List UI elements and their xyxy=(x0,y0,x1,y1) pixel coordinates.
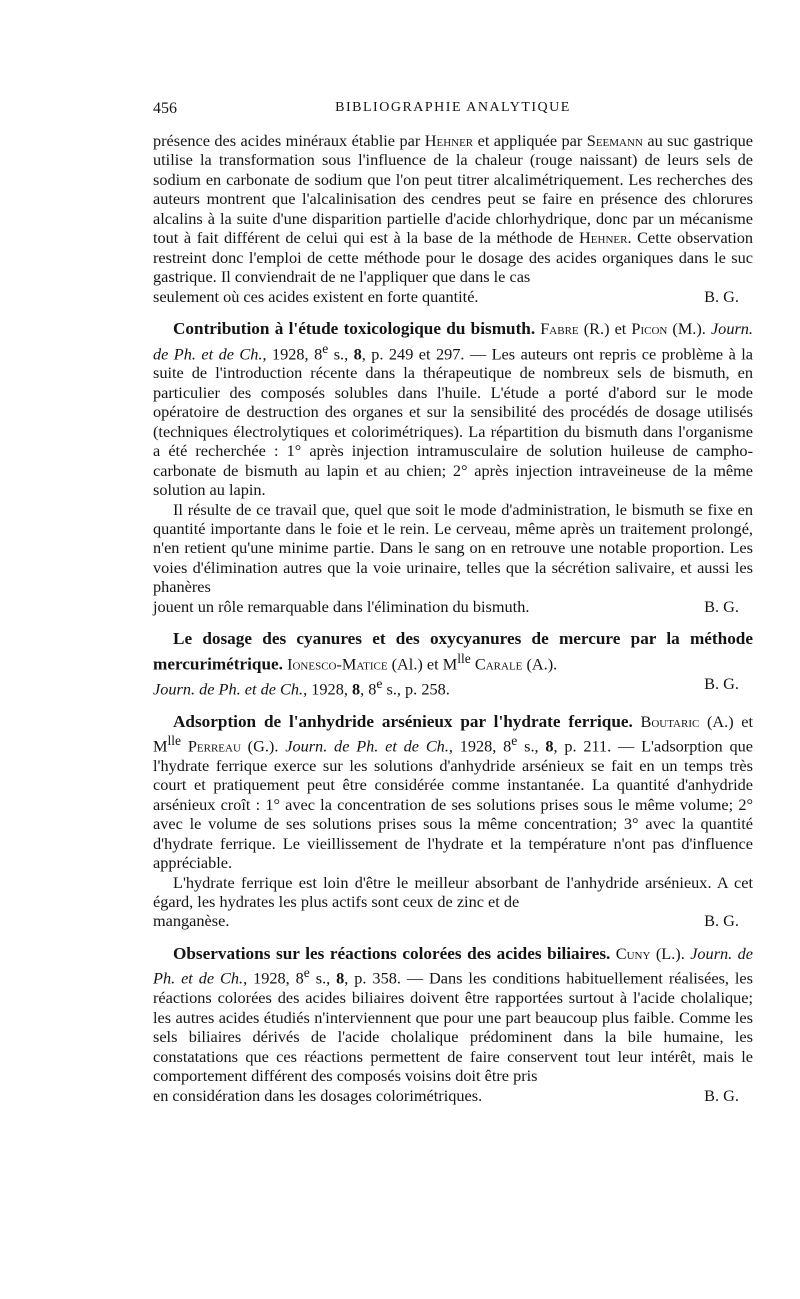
signature: B. G. xyxy=(704,596,739,616)
article-closing-line: Journ. de Ph. et de Ch., 1928, 8, 8e s., p. 258. B. G. xyxy=(153,673,739,699)
page-body xyxy=(153,131,753,1105)
journal-name: Journ. de Ph. et de Ch. xyxy=(153,679,304,699)
author-name: Ionesco-Matice xyxy=(287,654,388,674)
article-paragraph: Adsorption de l'anhydride arsénieux par l'hydrate ferrique. Boutaric (A.) et $M^{lle}$ Perreau (G.). Journ. de Ph. et de Ch., 1928, 8e s., 8, p. 211. — L'adsorption que l'hydrate ferrique exerce sur les solutions d'anhydride arsénieux se fait en un temps très court et pratiquement peut être considérée comme instantanée. La quantité d'anhydride arsénieux croît : 1° avec la concentration de ses solutions prises sous le même volume; 2° avec le volume de ses solutions prises sous la même concentration; 3° avec la quantité d'hydrate ferrique. Le vieillissement de l'hydrate et la température n'ont pas d'influence appréciable. xyxy=(153,711,754,873)
signature: B. G. xyxy=(704,286,739,306)
signature: B. G. xyxy=(704,673,739,693)
signature: B. G. xyxy=(704,1085,739,1105)
volume-number: 8 xyxy=(545,736,554,756)
article-paragraph: Il résulte de ce travail que, quel que soit le mode d'administration, le bismuth se fixe en quantité importante dans le foie et le rein. Le cerveau, même après un traitement prolongé, n'en retient qu'une minime partie. Dans le sang on en retrouve une notable proportion. Les voies d'élimination autres que la voie urinaire, telles que la sécrétion salivaire, et aussi les phanères xyxy=(153,499,753,597)
article-title: Le dosage des cyanures et des oxycyanures de mercure par la méthode mercurimétrique. xyxy=(153,629,753,674)
volume-number: 8 xyxy=(336,968,345,988)
article-title: Adsorption de l'anhydride arsénieux par l'hydrate ferrique. xyxy=(173,711,633,731)
page-number: 456 xyxy=(153,100,177,117)
volume-number: 8 xyxy=(353,343,362,363)
intro-closing-line: seulement où ces acides existent en forte quantité. B. G. xyxy=(153,286,739,306)
author-name: Seemann xyxy=(586,131,643,150)
article-paragraph: L'hydrate ferrique est loin d'être le meilleur absorbant de l'anhydride arsénieux. A cet égard, les hydrates les plus actifs sont ceux de zinc et de xyxy=(153,872,753,911)
journal-name: Journ. de Ph. et de Ch. xyxy=(153,319,754,363)
article-title: Contribution à l'étude toxicologique du bismuth. xyxy=(173,319,536,339)
article-closing-line: manganèse. B. G. xyxy=(153,911,739,931)
page-header xyxy=(153,100,753,122)
running-head: BIBLIOGRAPHIE ANALYTIQUE xyxy=(335,100,571,115)
article-paragraph: Le dosage des cyanures et des oxycyanures de mercure par la méthode mercurimétrique. Ionesco-Matice (Al.) et $M^{lle}$ Carale (A.). xyxy=(153,629,753,674)
intro-paragraph: présence des acides minéraux établie par Hehner et appliquée par Seemann au suc gastrique utilise la transformation sous l'influence de la chaleur (rouge naissant) de leurs sels de sodium en carbonate de sodium que l'on peut titrer alcalimétriquement. Les recherches des auteurs montrent que l'alcalinisation des cendres peut se faire en présence des chlorures alcalins à la suite d'une disparition partielle d'acide chlorhydrique, donc par un mécanisme tout à fait différent de celui qui est à la base de la méthode de Hehner. Cette observation restreint donc l'emploi de cette méthode pour le dosage des acides organiques dans le suc gastrique. Il conviendrait de ne l'appliquer que dans le cas xyxy=(153,131,754,287)
article-bismuth xyxy=(153,319,753,616)
article-arsenieux xyxy=(153,712,753,931)
article-acides-biliaires xyxy=(153,944,753,1105)
article-paragraph: Contribution à l'étude toxicologique du bismuth. Fabre (R.) et Picon (M.). Journ. de Ph. et de Ch., 1928, 8e s., 8, p. 249 et 297. — Les auteurs ont repris ce problème à la suite de l'introduction récente dans la thérapeutique de nombreux sels de bismuth, en particulier des composés solubles dans l'huile. L'étude a porté d'abord sur le mode opératoire de destruction des organes et sur la sensibilité des procédés de dosage utilisés (techniques électrolytiques et colorimétriques). La répartition du bismuth dans l'organisme a été recherchée : 1° après injection intramusculaire de solution huileuse de campho-carbonate de bismuth au lapin et au chien; 2° après injection intraveineuse de la même solution au lapin. xyxy=(153,319,754,500)
article-closing-line: en considération dans les dosages colorimétriques. B. G. xyxy=(153,1085,739,1105)
author-name: Hehner xyxy=(579,228,628,248)
author-name: Picon xyxy=(631,319,668,339)
author-name: Fabre xyxy=(540,319,579,339)
article-title: Observations sur les réactions colorées des acides biliaires. xyxy=(173,943,611,963)
author-name: Cuny xyxy=(615,943,651,963)
signature: B. G. xyxy=(704,911,739,931)
journal-name: Journ. de Ph. et de Ch. xyxy=(153,943,754,988)
author-name: Perreau xyxy=(187,736,241,756)
volume-number: 8 xyxy=(351,679,361,699)
article-paragraph: Observations sur les réactions colorées des acides biliaires. Cuny (L.). Journ. de Ph. et de Ch., 1928, 8e s., 8, p. 358. — Dans les conditions habituellement réalisées, les réactions colorées des acides biliaires doivent être rapportées surtout à l'acide cholalique; les autres acides étudiés n'interviennent que pour une part beaucoup plus faible. Comme les sels biliaires dérivés de l'acide cholalique prédominent dans la bile humaine, les constatations que ces réactions permettent de faire conservent tout leur intérêt, mais le comportement différent des composés voisins doit être pris xyxy=(153,943,754,1086)
author-name: Boutaric xyxy=(640,711,700,731)
article-closing-line: jouent un rôle remarquable dans l'élimination du bismuth. B. G. xyxy=(153,596,739,616)
article-cyanures xyxy=(153,629,753,698)
author-name: Hehner xyxy=(424,131,474,150)
author-name: Carale xyxy=(474,654,523,674)
intro-section xyxy=(153,131,753,306)
journal-name: Journ. de Ph. et de Ch. xyxy=(285,736,449,756)
